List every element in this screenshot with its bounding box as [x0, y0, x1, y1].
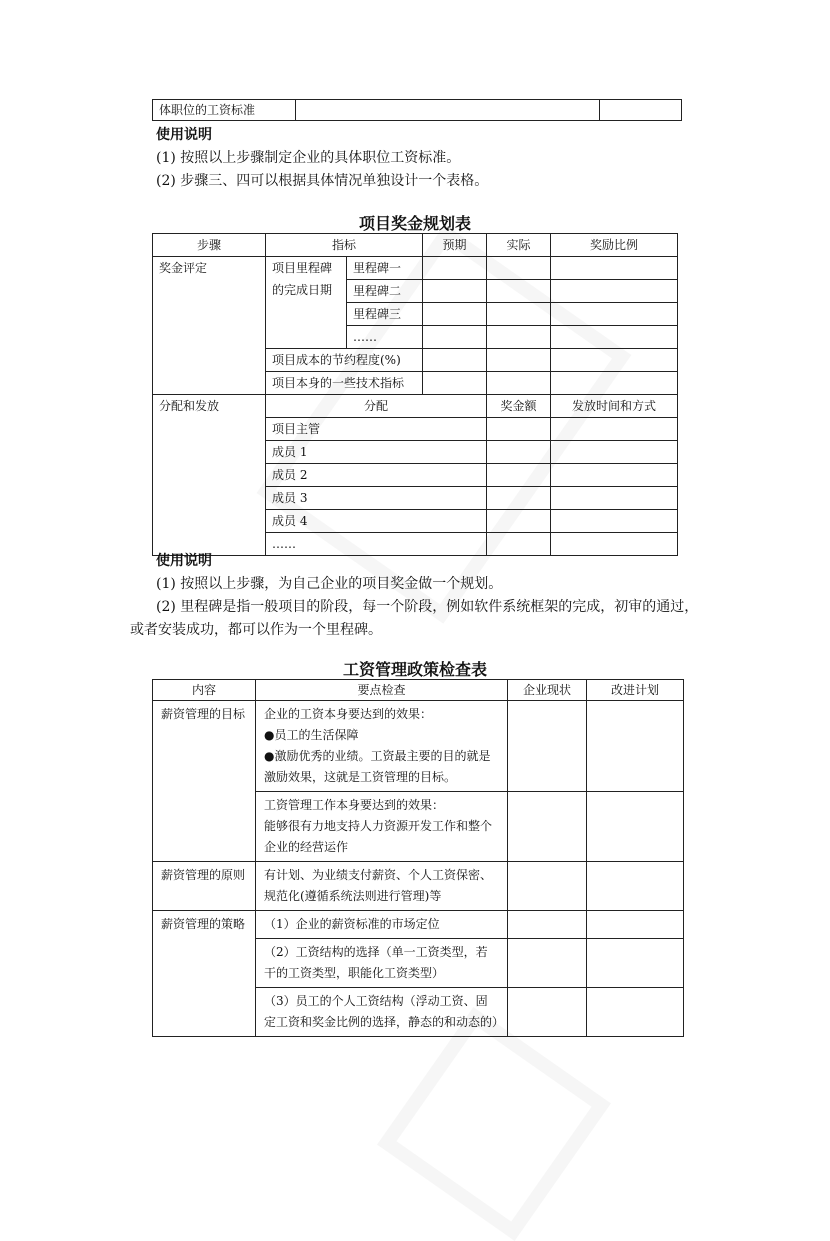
strategy-label: 薪资管理的策略: [153, 911, 256, 1037]
header-time-method: 发放时间和方式: [551, 395, 678, 418]
recipient-label: 成员 1: [266, 441, 487, 464]
empty-cell[interactable]: [551, 326, 678, 349]
empty-cell[interactable]: [508, 988, 587, 1037]
recipient-label: 项目主管: [266, 418, 487, 441]
salary-policy-check-table: [152, 679, 684, 1037]
table-row: [153, 862, 684, 911]
salary-standard-table-tail: [152, 99, 682, 121]
usage-note-line: 或者安装成功，都可以作为一个里程碑。: [130, 622, 382, 638]
empty-cell[interactable]: [423, 303, 487, 326]
empty-cell[interactable]: [508, 939, 587, 988]
usage-notes-title: 使用说明: [156, 127, 212, 143]
milestone-group-label: 项目里程碑的完成日期: [266, 257, 347, 349]
strategy-item: （2）工资结构的选择（单一工资类型，若干的工资类型，职能化工资类型）: [256, 939, 508, 988]
empty-cell[interactable]: [551, 280, 678, 303]
empty-cell[interactable]: [551, 372, 678, 395]
bonus-table-title: 项目奖金规划表: [358, 214, 471, 233]
goal-block-1: [256, 701, 508, 792]
empty-cell[interactable]: [296, 100, 600, 121]
empty-cell[interactable]: [423, 280, 487, 303]
empty-cell[interactable]: [551, 441, 678, 464]
distribution-label: 分配和发放: [153, 395, 266, 556]
empty-cell[interactable]: [551, 487, 678, 510]
milestone-label: 里程碑一: [347, 257, 423, 280]
empty-cell[interactable]: [551, 303, 678, 326]
table-row: [153, 100, 682, 121]
empty-cell[interactable]: [487, 533, 551, 556]
empty-cell[interactable]: [551, 464, 678, 487]
empty-cell[interactable]: [487, 441, 551, 464]
empty-cell[interactable]: [487, 372, 551, 395]
empty-cell[interactable]: [587, 939, 684, 988]
tech-index-label: 项目本身的一些技术指标: [266, 372, 423, 395]
header-status: 企业现状: [508, 680, 587, 701]
principle-label: 薪资管理的原则: [153, 862, 256, 911]
table-header-row: [153, 234, 678, 257]
empty-cell[interactable]: [423, 326, 487, 349]
header-indicator: 指标: [266, 234, 423, 257]
empty-cell[interactable]: [587, 701, 684, 792]
empty-cell[interactable]: [551, 349, 678, 372]
milestone-label: 里程碑二: [347, 280, 423, 303]
usage-note-line: (2) 步骤三、四可以根据具体情况单独设计一个表格。: [156, 173, 489, 189]
empty-cell[interactable]: [487, 303, 551, 326]
empty-cell[interactable]: [487, 257, 551, 280]
header-step: 步骤: [153, 234, 266, 257]
bonus-planning-table: [152, 233, 678, 556]
bonus-eval-label: 奖金评定: [153, 257, 266, 395]
point-line: ●员工的生活保障: [264, 728, 359, 742]
principle-text: 有计划、为业绩支付薪资、个人工资保密、规范化(遵循系统法则进行管理)等: [256, 862, 508, 911]
empty-cell[interactable]: [508, 792, 587, 862]
goal-label: 薪资管理的目标: [153, 701, 256, 862]
header-amount: 奖金额: [487, 395, 551, 418]
empty-cell[interactable]: [508, 911, 587, 939]
table-row: [153, 701, 684, 792]
empty-cell[interactable]: [487, 510, 551, 533]
recipient-label: 成员 3: [266, 487, 487, 510]
recipient-label: ……: [266, 533, 487, 556]
point-line: ●激励优秀的业绩。工资最主要的目的就是激励效果，这就是工资管理的目标。: [264, 749, 491, 784]
recipient-label: 成员 2: [266, 464, 487, 487]
header-allocation: 分配: [266, 395, 487, 418]
empty-cell[interactable]: [587, 911, 684, 939]
header-expected: 预期: [423, 234, 487, 257]
empty-cell[interactable]: [551, 257, 678, 280]
empty-cell[interactable]: [551, 533, 678, 556]
usage-note-line: (1) 按照以上步骤，为自己企业的项目奖金做一个规划。: [156, 576, 503, 592]
header-points: 要点检查: [256, 680, 508, 701]
empty-cell[interactable]: [600, 100, 682, 121]
empty-cell[interactable]: [508, 862, 587, 911]
empty-cell[interactable]: [587, 792, 684, 862]
table-row: [153, 911, 684, 939]
empty-cell[interactable]: [508, 701, 587, 792]
policy-table-title: 工资管理政策检查表: [342, 660, 487, 679]
empty-cell[interactable]: [487, 349, 551, 372]
header-content: 内容: [153, 680, 256, 701]
empty-cell[interactable]: [551, 418, 678, 441]
table-header-row: [153, 395, 678, 418]
table-row: [153, 257, 678, 280]
watermark: [377, 1007, 611, 1241]
empty-cell[interactable]: [587, 988, 684, 1037]
recipient-label: 成员 4: [266, 510, 487, 533]
point-line: 能够很有力地支持人力资源开发工作和整个企业的经营运作: [264, 819, 493, 854]
table-header-row: [153, 680, 684, 701]
header-plan: 改进计划: [587, 680, 684, 701]
empty-cell[interactable]: [487, 487, 551, 510]
empty-cell[interactable]: [423, 257, 487, 280]
cost-saving-label: 项目成本的节约程度(%): [266, 349, 423, 372]
empty-cell[interactable]: [487, 464, 551, 487]
strategy-item: （1）企业的薪资标准的市场定位: [256, 911, 508, 939]
header-ratio: 奖励比例: [551, 234, 678, 257]
milestone-label: ……: [347, 326, 423, 349]
point-line: 企业的工资本身要达到的效果：: [264, 707, 433, 721]
usage-note-line: (2) 里程碑是指一般项目的阶段，每一个阶段，例如软件系统框架的完成，初审的通过，: [156, 599, 699, 615]
empty-cell[interactable]: [423, 372, 487, 395]
row-label: 体职位的工资标准: [153, 100, 296, 121]
empty-cell[interactable]: [487, 418, 551, 441]
empty-cell[interactable]: [487, 280, 551, 303]
empty-cell[interactable]: [423, 349, 487, 372]
point-line: 工资管理工作本身要达到的效果：: [264, 798, 445, 812]
milestone-label: 里程碑三: [347, 303, 423, 326]
usage-note-line: (1) 按照以上步骤制定企业的具体职位工资标准。: [156, 150, 461, 166]
empty-cell[interactable]: [487, 326, 551, 349]
empty-cell[interactable]: [551, 510, 678, 533]
goal-block-2: [256, 792, 508, 862]
header-actual: 实际: [487, 234, 551, 257]
usage-notes-title: 使用说明: [156, 553, 212, 569]
strategy-item: （3）员工的个人工资结构（浮动工资、固定工资和奖金比例的选择，静态的和动态的）: [256, 988, 508, 1037]
empty-cell[interactable]: [587, 862, 684, 911]
